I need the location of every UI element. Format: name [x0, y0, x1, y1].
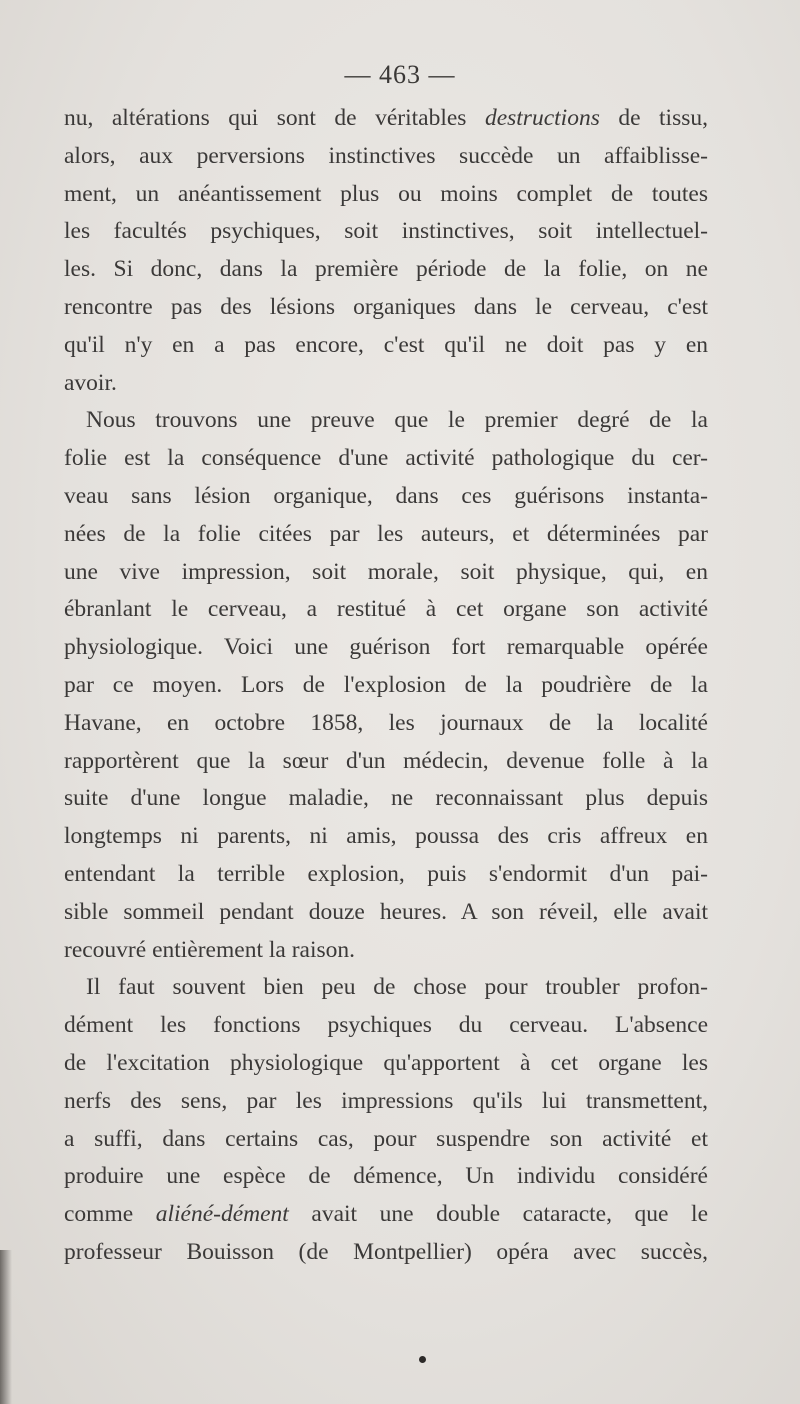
text-line: folie est la conséquence d'une activité pathologique du cer-: [64, 445, 708, 472]
text-line: une vive impression, soit morale, soit physique, qui, en: [64, 558, 708, 585]
text-line: longtemps ni parents, ni amis, poussa des cris affreux en: [64, 823, 708, 850]
text-line: les facultés psychiques, soit instinctives, soit intellectuel-: [64, 218, 708, 245]
text-line: rapportèrent que la sœur d'un médecin, devenue folle à la: [64, 747, 708, 774]
text-line: par ce moyen. Lors de l'explosion de la poudrière de la: [64, 671, 708, 698]
text-line: les. Si donc, dans la première période de la folie, on ne: [64, 256, 708, 283]
ink-dot: [419, 1356, 426, 1363]
line-text: nu, altérations qui sont de véritables: [64, 105, 485, 131]
line-text: avait une double cataracte, que le: [288, 1201, 708, 1228]
line-text: de tissu,: [599, 105, 708, 131]
text-line: nées de la folie citées par les auteurs, et déterminées par: [64, 520, 708, 547]
text-line: [64, 1196, 708, 1234]
text-line: professeur Bouisson (de Montpellier) opéra avec succès,: [64, 1238, 708, 1265]
page-edge-shadow: [0, 1250, 12, 1404]
text-line: nerfs des sens, par les impressions qu'ils lui transmettent,: [64, 1087, 708, 1114]
text-line: alors, aux perversions instinctives succède un affaiblisse-: [64, 142, 708, 169]
paragraph-first-line: Nous trouvons une preuve que le premier degré de la: [86, 407, 708, 434]
text-line: entendant la terrible explosion, puis s'endormit d'un pai-: [64, 860, 708, 887]
text-line: rencontre pas des lésions organiques dans le cerveau, c'est: [64, 293, 708, 320]
text-line: veau sans lésion organique, dans ces guérisons instanta-: [64, 482, 708, 509]
text-line: de l'excitation physiologique qu'apportent à cet organe les: [64, 1049, 708, 1076]
page-number: — 463 —: [344, 60, 456, 89]
italic-term: aliéné-dément: [155, 1201, 289, 1228]
text-line: Havane, en octobre 1858, les journaux de la localité: [64, 709, 708, 736]
text-line: avoir.: [64, 369, 117, 396]
text-line: physiologique. Voici une guérison fort remarquable opérée: [64, 634, 708, 661]
body-text: [64, 100, 708, 1272]
text-line: produire une espèce de démence, Un individu considéré: [64, 1163, 708, 1190]
text-line: recouvré entièrement la raison.: [64, 936, 355, 963]
text-line: ébranlant le cerveau, a restitué à cet organe son activité: [64, 596, 708, 623]
text-line: sible sommeil pendant douze heures. A son réveil, elle avait: [64, 898, 708, 925]
italic-term: destructions: [484, 105, 600, 131]
paragraph-first-line: Il faut souvent bien peu de chose pour troubler profon-: [86, 974, 708, 1001]
text-line: ment, un anéantissement plus ou moins complet de toutes: [64, 180, 708, 207]
line-text: comme: [64, 1201, 156, 1228]
text-line: dément les fonctions psychiques du cerveau. L'absence: [64, 1012, 708, 1039]
text-line: suite d'une longue maladie, ne reconnaissant plus depuis: [64, 785, 708, 812]
text-line: [64, 100, 708, 138]
text-line: a suffi, dans certains cas, pour suspendre son activité et: [64, 1125, 708, 1152]
text-line: qu'il n'y en a pas encore, c'est qu'il ne doit pas y en: [64, 331, 708, 358]
